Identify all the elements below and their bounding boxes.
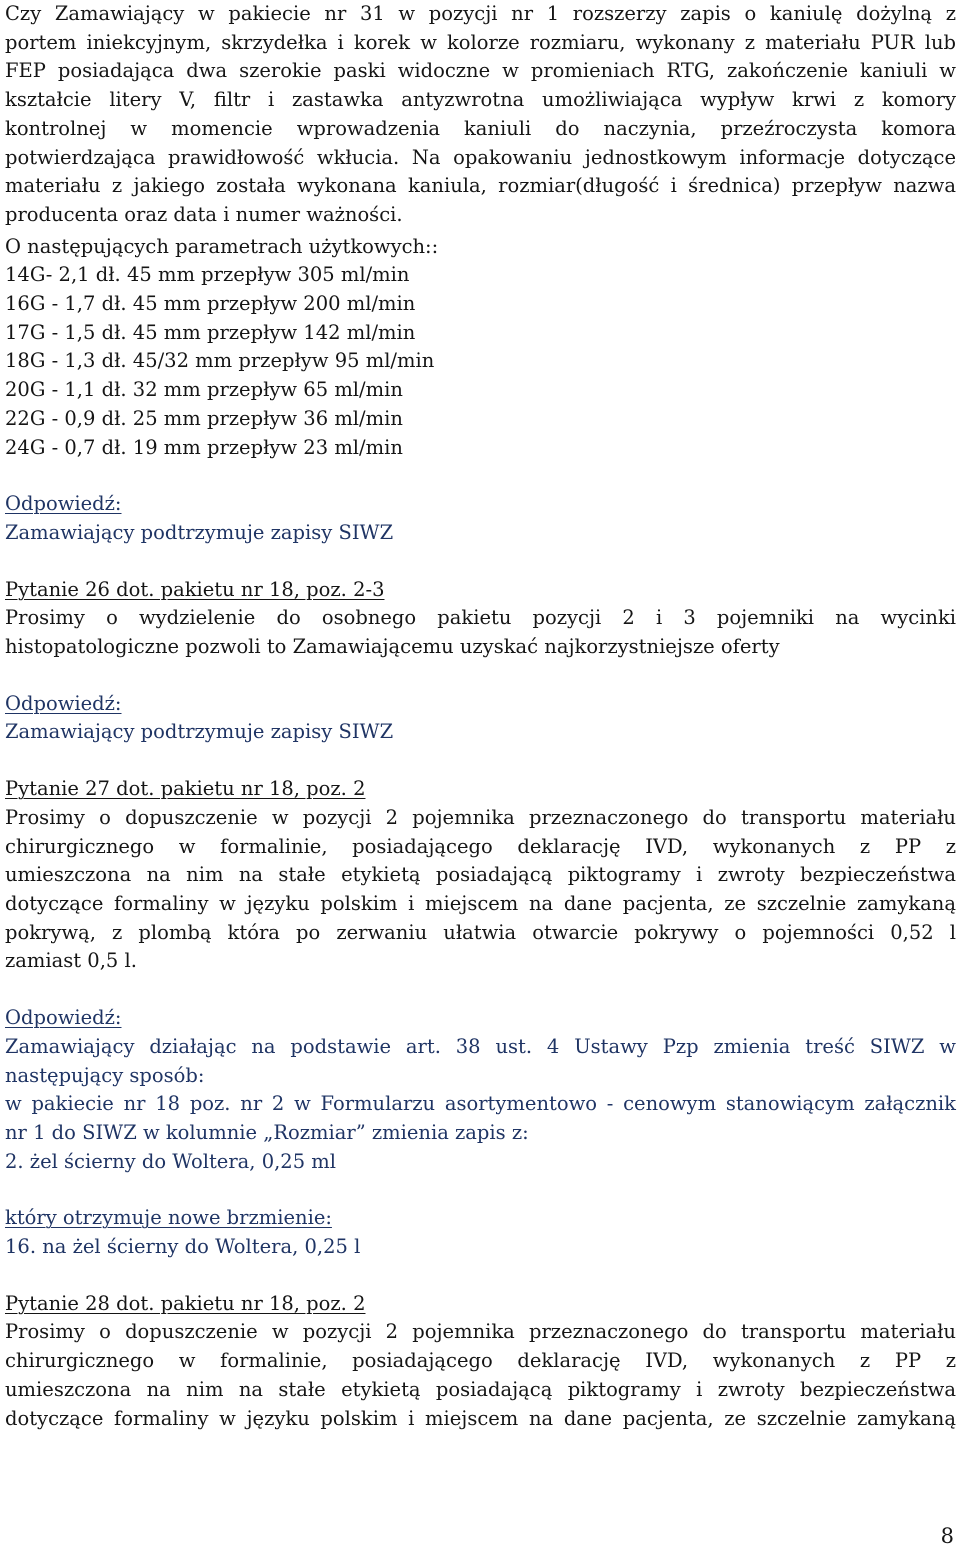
page-number: 8 [940, 1524, 954, 1548]
text-line: materiału z jakiego została wykonana kaniula, rozmiar(długość i średnica) przepływ nazwa [5, 174, 956, 198]
answer-section [5, 1004, 956, 1262]
text-line: producenta oraz data i numer ważności. [5, 202, 403, 226]
text-line: portem iniekcyjnym, skrzydełka i korek w kolorze rozmiaru, wykonany z materiału PUR lub [5, 30, 956, 54]
question-heading: Pytanie 28 dot. pakietu nr 18, poz. 2 [5, 1291, 366, 1315]
new-wording-text: 16. na żel ścierny do Woltera, 0,25 l [5, 1235, 361, 1259]
answer-label: Odpowiedź: [5, 691, 122, 715]
text-line: chirurgicznego w formalinie, posiadającego deklarację IVD, wykonanych z PP z [5, 1349, 956, 1373]
answer-text: Zamawiający podtrzymuje zapisy SIWZ [5, 720, 394, 744]
answer-label: Odpowiedź: [5, 1006, 122, 1030]
text-line: umieszczona na nim na stałe etykietą posiadającą piktogramy i zwroty bezpieczeństwa [5, 1377, 956, 1401]
param-item: 18G - 1,3 dł. 45/32 mm przepływ 95 ml/min [5, 349, 435, 373]
answer-text: Zamawiający podtrzymuje zapisy SIWZ [5, 520, 394, 544]
text-line: Prosimy o dopuszczenie w pozycji 2 pojemnika przeznaczonego do transportu materiału [5, 1320, 956, 1344]
answer-text: w pakiecie nr 18 poz. nr 2 w Formularzu asortymentowo - cenowym stanowiącym załącznik [5, 1092, 956, 1116]
question-section [5, 775, 956, 976]
answer-text: nr 1 do SIWZ w kolumnie „Rozmiar” zmienia zapis z: [5, 1120, 529, 1144]
text-line: dotyczące formaliny w języku polskim i miejscem na dane pacjenta, ze szczelnie zamykaną [5, 1406, 956, 1430]
params-heading: O następujących parametrach użytkowych:: [5, 234, 439, 258]
text-line: FEP posiadająca dwa szerokie paski widoczne w promieniach RTG, zakończenie kaniuli w [5, 59, 956, 83]
text-line: dotyczące formaliny w języku polskim i miejscem na dane pacjenta, ze szczelnie zamykaną [5, 891, 956, 915]
text-line: pokrywą, z plombą która po zerwaniu ułatwia otwarcie pokrywy o pojemności 0,52 l [5, 920, 956, 944]
question-section [5, 576, 956, 662]
text-line: chirurgicznego w formalinie, posiadającego deklarację IVD, wykonanych z PP z [5, 834, 956, 858]
param-item: 22G - 0,9 dł. 25 mm przepływ 36 ml/min [5, 406, 403, 430]
question-heading: Pytanie 27 dot. pakietu nr 18, poz. 2 [5, 777, 366, 801]
text-line: histopatologiczne pozwoli to Zamawiającemu uzyskać najkorzystniejsze oferty [5, 635, 780, 659]
intro-paragraph [5, 0, 956, 230]
answer-text: 2. żel ścierny do Woltera, 0,25 ml [5, 1149, 337, 1173]
params-list [5, 261, 956, 462]
answer-section [5, 490, 956, 547]
text-line: potwierdzająca prawidłowość wkłucia. Na opakowaniu jednostkowym informacje dotyczące [5, 145, 956, 169]
param-item: 20G - 1,1 dł. 32 mm przepływ 65 ml/min [5, 378, 403, 402]
text-line: zamiast 0,5 l. [5, 949, 137, 973]
param-item: 16G - 1,7 dł. 45 mm przepływ 200 ml/min [5, 292, 416, 316]
text-line: kształcie litery V, filtr i zastawka antyzwrotna umożliwiająca wypływ krwi z komory [5, 88, 956, 112]
text-line: kontrolnej w momencie wprowadzenia kaniuli do naczynia, przeźroczysta komora [5, 116, 956, 140]
param-item: 24G - 0,7 dł. 19 mm przepływ 23 ml/min [5, 435, 403, 459]
text-line: Prosimy o dopuszczenie w pozycji 2 pojemnika przeznaczonego do transportu materiału [5, 805, 956, 829]
answer-label: Odpowiedź: [5, 492, 122, 516]
text-line: Czy Zamawiający w pakiecie nr 31 w pozycji nr 1 rozszerzy zapis o kaniulę dożylną z [5, 2, 956, 25]
new-wording-label: który otrzymuje nowe brzmienie: [5, 1206, 332, 1230]
text-line: Prosimy o wydzielenie do osobnego pakietu pozycji 2 i 3 pojemniki na wycinki [5, 606, 956, 630]
text-line: umieszczona na nim na stałe etykietą posiadającą piktogramy i zwroty bezpieczeństwa [5, 863, 956, 887]
question-heading: Pytanie 26 dot. pakietu nr 18, poz. 2-3 [5, 577, 385, 601]
question-section [5, 1290, 956, 1434]
answer-text: Zamawiający działając na podstawie art. 38 ust. 4 Ustawy Pzp zmienia treść SIWZ w [5, 1034, 956, 1058]
answer-text: następujący sposób: [5, 1063, 205, 1087]
param-item: 14G- 2,1 dł. 45 mm przepływ 305 ml/min [5, 263, 410, 287]
document-page [5, 0, 956, 1433]
answer-section [5, 690, 956, 747]
param-item: 17G - 1,5 dł. 45 mm przepływ 142 ml/min [5, 320, 416, 344]
